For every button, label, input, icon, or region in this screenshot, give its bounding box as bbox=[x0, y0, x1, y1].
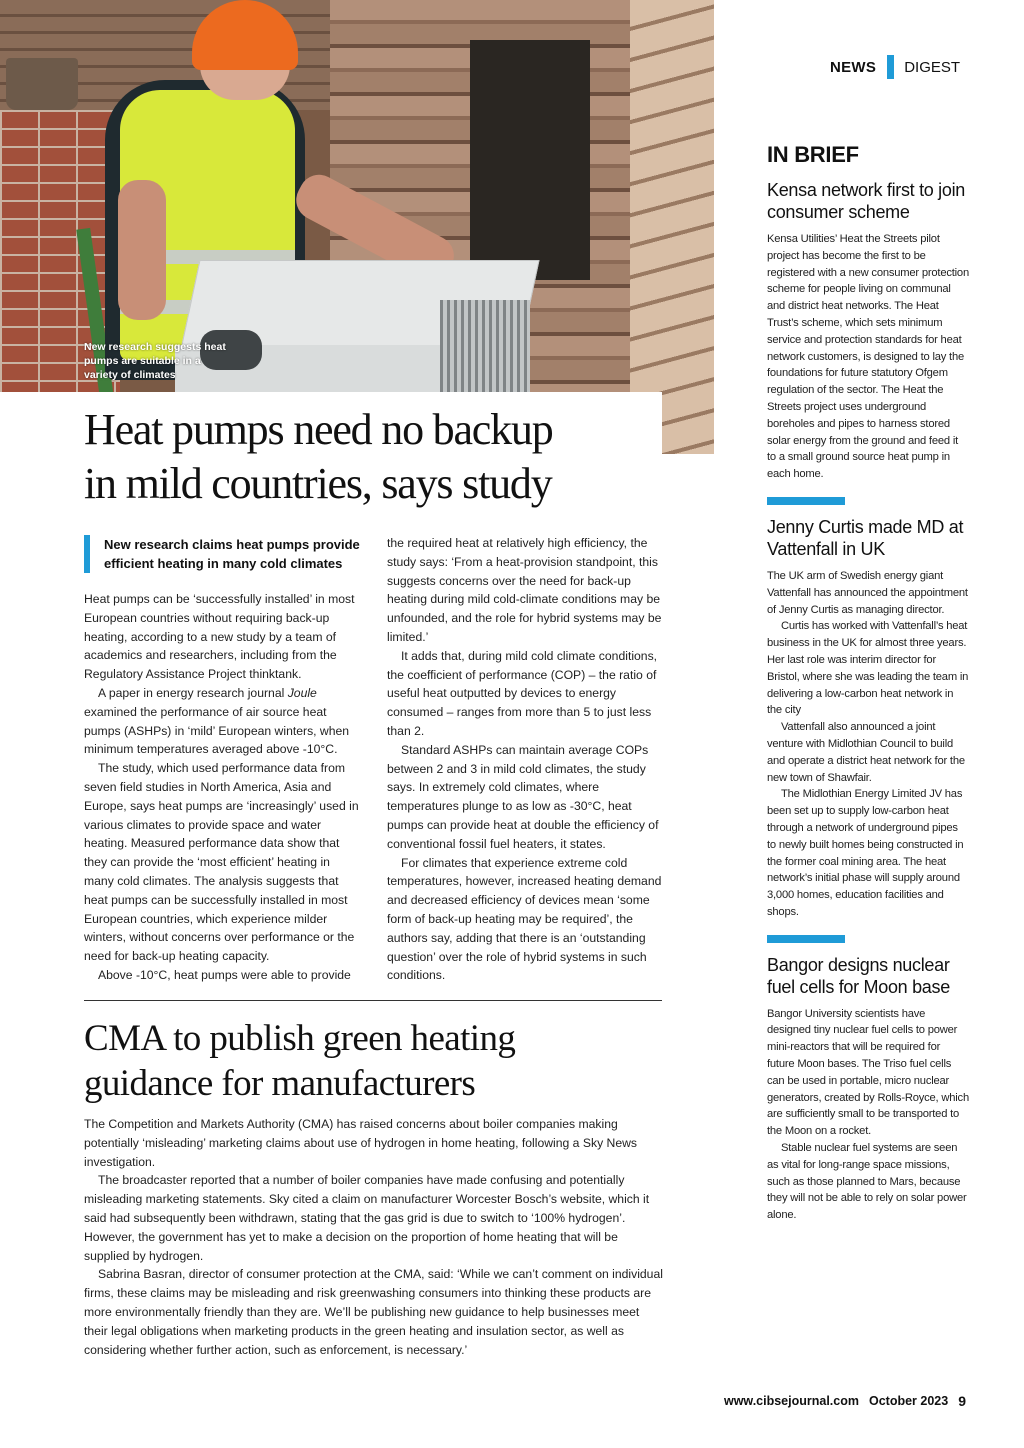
standfirst: New research claims heat pumps provide efficient heating in many cold climates bbox=[84, 535, 364, 573]
article-column-2 bbox=[387, 534, 662, 985]
brief-divider bbox=[767, 497, 845, 505]
worker-left-arm bbox=[118, 180, 166, 320]
shed-door bbox=[470, 40, 590, 280]
photo-caption: New research suggests heat pumps are suitable in a variety of climates bbox=[84, 341, 226, 381]
paragraph: A paper in energy research journal Joule examined the performance of air source heat pumps (ASHPs) in ‘mild’ European winters, when minimum temperatures averaged above -10°C. bbox=[84, 685, 350, 757]
section-label: NEWS bbox=[830, 58, 877, 76]
footer-issue: October 2023 bbox=[868, 1394, 949, 1408]
paragraph: the required heat at relatively high efficiency, the study says: ‘From a heat-provision standpoint, this suggests concerns over the need for back-up heating during mild cold-climate conditions may be unfounded, and the role for hybrid systems may be limited.’ bbox=[387, 536, 662, 644]
headline-line-1: CMA to publish green heating bbox=[84, 1018, 516, 1059]
subsection-label: DIGEST bbox=[904, 58, 961, 76]
in-brief-sidebar bbox=[767, 142, 969, 1224]
article-divider bbox=[84, 1000, 662, 1001]
paragraph: The UK arm of Swedish energy giant Vattenfall has announced the appointment of Jenny Curtis as managing director. bbox=[767, 569, 968, 616]
paragraph: Heat pumps can be ‘successfully installed’ in most European countries without requiring back-up heating, according to a new study by a team of academics and researchers, including from the Regulatory Assistance Project thinktank. bbox=[84, 592, 355, 682]
section-divider-bar bbox=[887, 55, 894, 79]
brief-body bbox=[767, 1006, 969, 1224]
paragraph: Vattenfall also announced a joint venture with Midlothian Council to build and operate a district heat network for the new town of Shawfair. bbox=[767, 721, 965, 784]
paragraph: Sabrina Basran, director of consumer protection at the CMA, said: ‘While we can’t comment on individual firms, these claims may be misleading and risk greenwashing consumers into thinking these products are more environmentally friendly than they are. We’ll be publishing new guidance to help businesses meet their legal obligations when marketing products in the green heating and insulation sector, as well as considering whether further action, such as enforcement, is necessary.’ bbox=[84, 1267, 663, 1357]
second-headline bbox=[84, 1016, 664, 1106]
article-column-1 bbox=[84, 590, 360, 985]
paragraph: For climates that experience extreme cold temperatures, however, increased heating demand and decreased efficiency of devices mean ‘some form of back-up heating may be required’, the authors say, adding that there is an ‘outstanding question’ over the role of hybrid systems in such conditions. bbox=[387, 855, 662, 983]
brief-heading: Bangor designs nuclear fuel cells for Moon base bbox=[767, 954, 950, 997]
main-headline bbox=[84, 403, 664, 511]
page-footer bbox=[724, 1393, 966, 1409]
headline-line-2: guidance for manufacturers bbox=[84, 1063, 476, 1104]
brief-heading: Kensa network first to join consumer scheme bbox=[767, 180, 965, 222]
second-article-body bbox=[84, 1115, 664, 1359]
page-number: 9 bbox=[958, 1393, 966, 1409]
paragraph: The Competition and Markets Authority (CMA) has raised concerns about boiler companies making potentially ‘misleading’ marketing claims about use of hydrogen in home heating, following a Sky News investigation. bbox=[84, 1117, 638, 1169]
brief-body bbox=[767, 568, 969, 921]
paragraph: Kensa Utilities’ Heat the Streets pilot project has become the first to be registered with a new consumer protection scheme for people living on communal and district heat networks. The Heat Trust’s scheme, which sets minimum service and protection standards for heat network customers, is designed to lay the foundations for future statutory Ofgem regulation of the sector. The Heat the Streets project uses underground boreholes and pipes to harness stored solar energy from the ground and feed it to a small ground source heat pump in each home. bbox=[767, 233, 969, 481]
paragraph: The broadcaster reported that a number of boiler companies have made confusing and potentially misleading marketing statements. Sky cited a claim on manufacturer Worcester Bosch’s website, which it said had subsequently been withdrawn, stating that the gas grid is due to switch to ‘100% hydrogen’. However, the government has yet to make a decision on the proportion of home heating that will be supplied by hydrogen. bbox=[84, 1173, 650, 1263]
paragraph: Above -10°C, heat pumps were able to provide bbox=[98, 967, 351, 982]
paragraph: It adds that, during mild cold climate conditions, the coefficient of performance (COP) – the ratio of useful heat outputted by devices to energy consumed – ranges from more than 5 to just less than 2. bbox=[387, 648, 658, 738]
brief-body bbox=[767, 231, 969, 483]
brief-heading: Jenny Curtis made MD at Vattenfall in UK bbox=[767, 516, 964, 559]
heat-pump-photo bbox=[0, 0, 714, 454]
section-header bbox=[830, 55, 960, 79]
plant-pot bbox=[6, 58, 78, 110]
paragraph: Curtis has worked with Vattenfall’s heat business in the UK for almost three years. Her last role was interim director for Bristol, where she was leading the team in delivering a low-carbon heat network in the city bbox=[767, 620, 969, 717]
sidebar-title: IN BRIEF bbox=[767, 142, 859, 167]
headline-line-1: Heat pumps need no backup bbox=[84, 405, 553, 454]
fence-slats bbox=[630, 0, 714, 454]
paragraph: The study, which used performance data from seven field studies in North America, Asia and Europe, says heat pumps are ‘increasingly’ used in various climates to provide space and water heating. Measured performance data show that they can provide the ‘most efficient’ heating in many cold climates. The analysis suggests that heat pumps can be successfully installed in most European countries, which experience milder winters, without concerns over performance or the need for back-up heating capacity. bbox=[84, 761, 359, 964]
paragraph: The Midlothian Energy Limited JV has been set up to supply low-carbon heat through a network of underground pipes to newly built homes being constructed in the former coal mining area. The heat network’s initial phase will supply around 3,000 homes, education facilities and shops. bbox=[767, 788, 964, 918]
headline-line-2: in mild countries, says study bbox=[84, 459, 552, 508]
brief-divider bbox=[767, 935, 845, 943]
paragraph: Bangor University scientists have designed tiny nuclear fuel cells to power mini-reactors that will be required for future Moon bases. The Triso fuel cells can be used in portable, micro nuclear generators, created by Rolls-Royce, which are sufficiently small to be transported to the Moon on a rocket. bbox=[767, 1007, 969, 1138]
paragraph: Standard ASHPs can maintain average COPs between 2 and 3 in mild cold climates, the study says. In extremely cold climates, where temperatures plunge to as low as -30°C, heat pumps can provide heat at double the efficiency of conventional fossil fuel heaters, it states. bbox=[387, 742, 659, 851]
footer-url: www.cibsejournal.com bbox=[723, 1394, 859, 1408]
heat-pump-grille bbox=[440, 300, 530, 400]
paragraph: Stable nuclear fuel systems are seen as vital for long-range space missions, such as those planned to Mars, because they will not be able to rely on solar power alone. bbox=[767, 1142, 967, 1222]
